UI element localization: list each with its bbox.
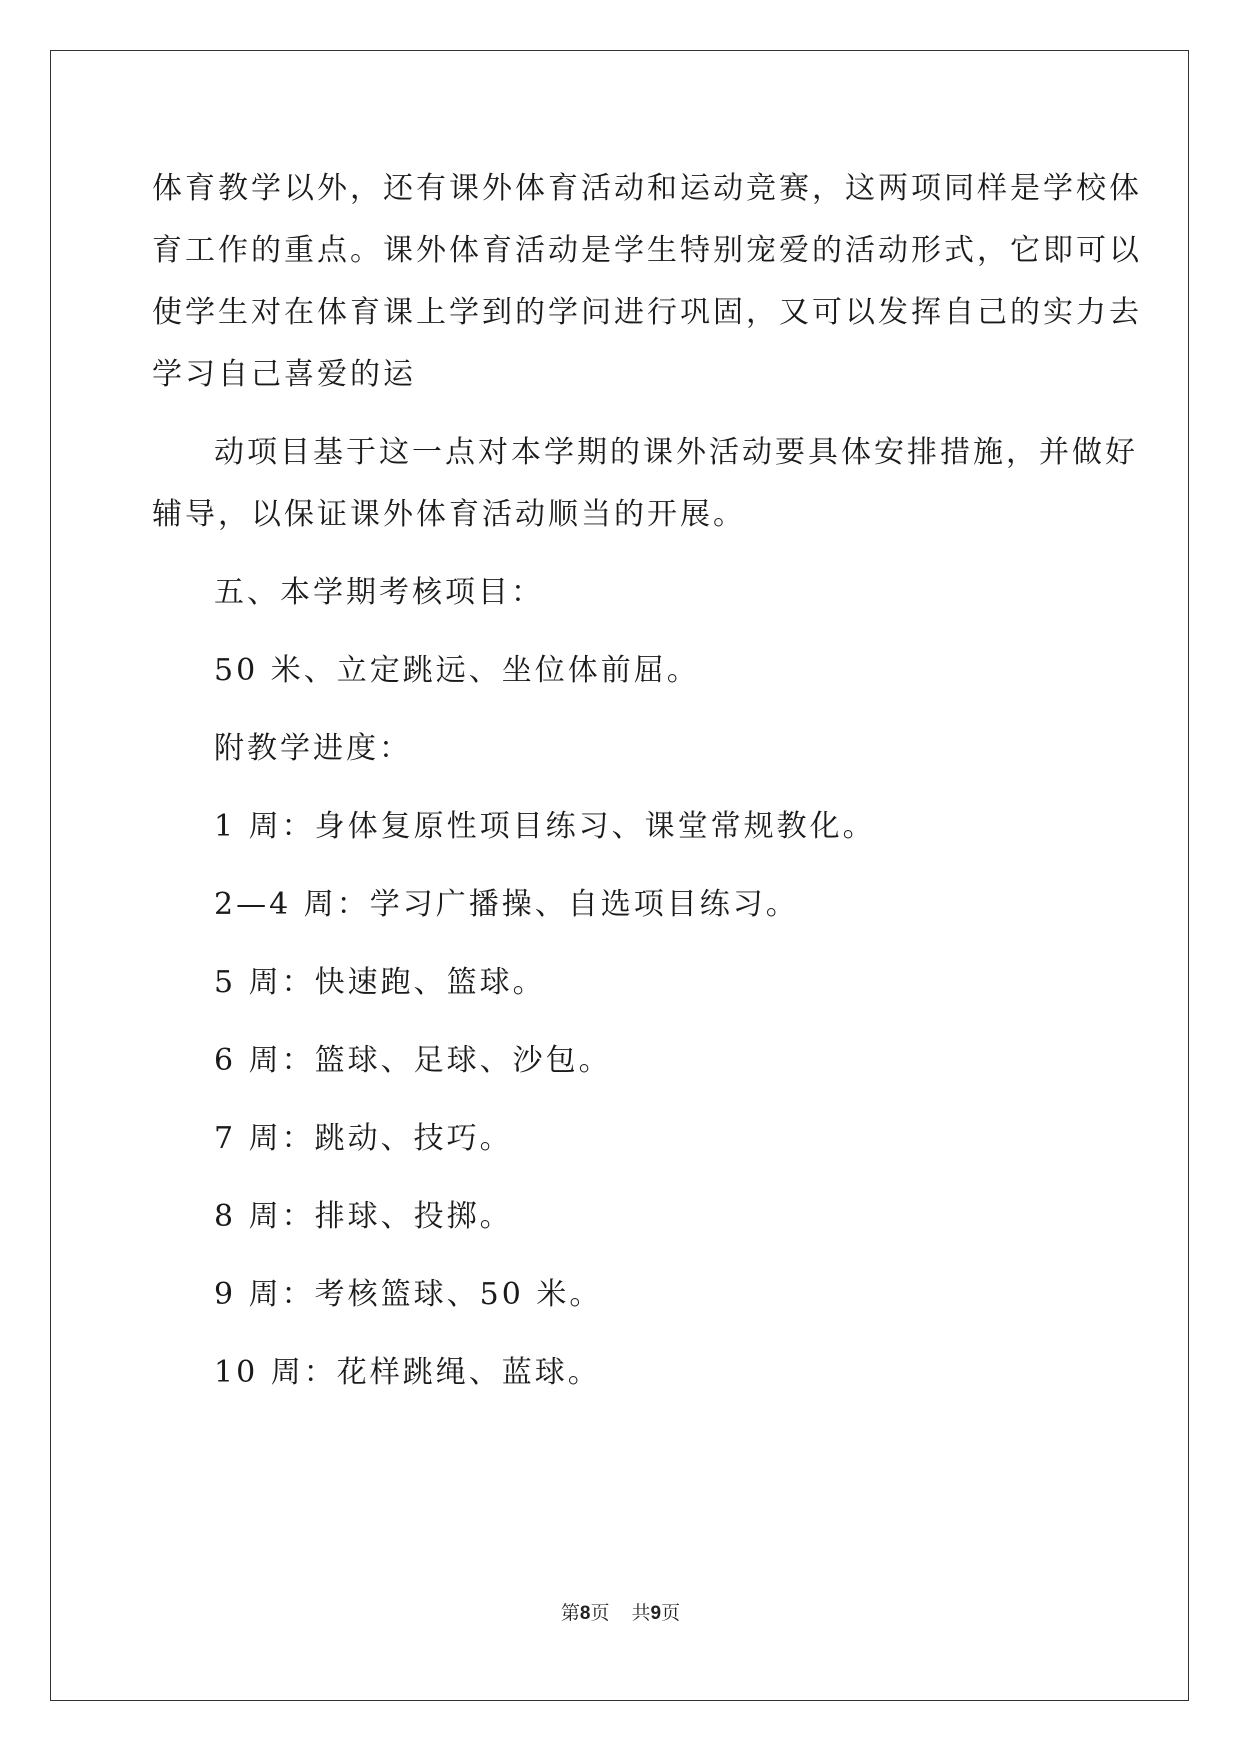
page-footer	[0, 1598, 1241, 1625]
page-prefix: 第	[560, 1603, 580, 1624]
schedule-heading: 附教学进度：	[214, 731, 412, 766]
schedule-item: 6 周：篮球、足球、沙包。	[214, 1043, 612, 1078]
text-line: 辅导，以保证课外体育活动顺当的开展。	[152, 497, 746, 532]
text-line: 学习自己喜爱的运	[152, 357, 416, 392]
text-line: 使学生对在体育课上学到的学问进行巩固，又可以发挥自己的实力去	[152, 295, 1142, 330]
paragraph-extracurricular	[152, 158, 1142, 406]
schedule-item: 1 周：身体复原性项目练习、课堂常规教化。	[214, 809, 876, 844]
assessment-items: 50 米、立定跳远、坐位体前屈。	[214, 653, 700, 688]
schedule-item: 9 周：考核篮球、50 米。	[214, 1277, 603, 1312]
total-prefix: 共	[631, 1603, 651, 1624]
document-body	[152, 158, 1142, 1420]
page-total: 9	[650, 1603, 662, 1624]
schedule-item: 8 周：排球、投掷。	[214, 1199, 513, 1234]
schedule-item: 2—4 周：学习广播操、自选项目练习。	[214, 887, 799, 922]
schedule-item: 7 周：跳动、技巧。	[214, 1121, 513, 1156]
schedule-item: 10 周：花样跳绳、蓝球。	[214, 1355, 601, 1390]
page-suffix: 页	[590, 1603, 610, 1624]
total-suffix: 页	[661, 1603, 681, 1624]
text-line: 育工作的重点。课外体育活动是学生特别宠爱的活动形式，它即可以	[152, 233, 1142, 268]
paragraph-arrangement	[152, 422, 1138, 546]
text-line: 动项目基于这一点对本学期的课外活动要具体安排措施，并做好	[214, 435, 1138, 470]
text-line: 体育教学以外，还有课外体育活动和运动竞赛，这两项同样是学校体	[152, 171, 1142, 206]
section-five-heading: 五、本学期考核项目：	[214, 575, 544, 610]
page-current: 8	[579, 1603, 591, 1624]
schedule-item: 5 周：快速跑、篮球。	[214, 965, 546, 1000]
